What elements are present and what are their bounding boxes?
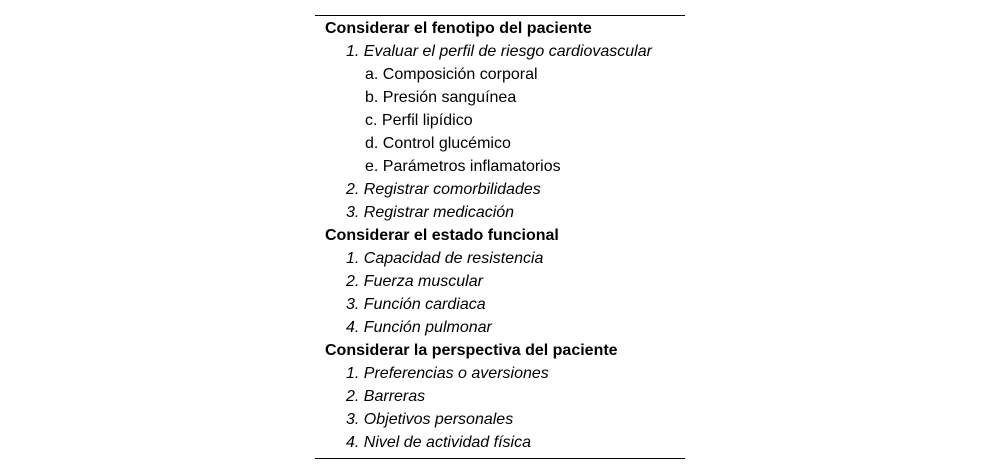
sub-list-item: a. Composición corporal xyxy=(365,66,538,83)
list-item: 3. Función cardiaca xyxy=(346,296,486,313)
sub-list-item: e. Parámetros inflamatorios xyxy=(365,158,561,175)
list-item: 1. Evaluar el perfil de riesgo cardiovascular xyxy=(346,43,652,60)
section-title-patient-perspective: Considerar la perspectiva del paciente xyxy=(325,342,618,359)
list-item: 1. Preferencias o aversiones xyxy=(346,365,549,382)
recommendations-table xyxy=(315,15,685,459)
list-item: 4. Función pulmonar xyxy=(346,319,492,336)
list-item: 2. Barreras xyxy=(346,388,426,405)
sub-list-item: b. Presión sanguínea xyxy=(365,89,517,106)
sub-list-item: d. Control glucémico xyxy=(365,135,511,152)
list-item: 2. Registrar comorbilidades xyxy=(346,181,541,198)
sub-list-item: c. Perfil lipídico xyxy=(365,112,473,129)
list-item: 3. Registrar medicación xyxy=(346,204,515,221)
list-item: 3. Objetivos personales xyxy=(346,411,514,428)
list-item: 1. Capacidad de resistencia xyxy=(346,250,544,267)
list-item: 4. Nivel de actividad física xyxy=(346,434,531,451)
section-title-functional-state: Considerar el estado funcional xyxy=(325,227,559,244)
section-title-phenotype: Considerar el fenotipo del paciente xyxy=(325,20,592,37)
list-item: 2. Fuerza muscular xyxy=(346,273,483,290)
